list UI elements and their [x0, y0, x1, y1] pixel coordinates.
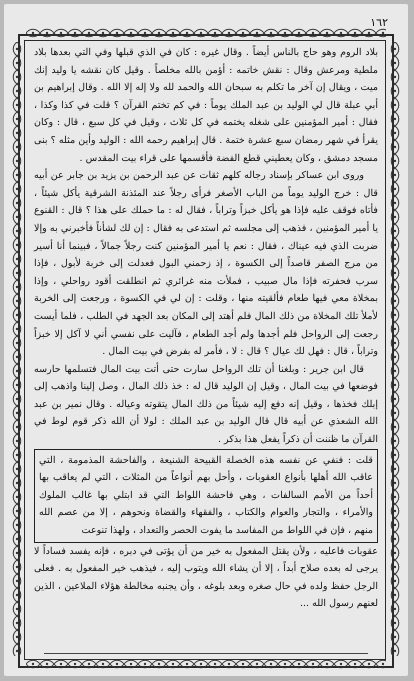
paragraph-2: وروى ابن عساكر بإسناد رجاله كلهم ثقات عن عبد الرحمن بن يزيد بن جابر عن أبيه قال : خرج الوليد يوماً من الباب الأصغر فرأى رجلاً عند المئذنة الشرقية يأكل شيئاً ، فأتاه فوقف عليه فإذا هو يأكل خبزاً وتراباً ، فقال له : ما حملك على هذا ؟ قال : القنوع يا أمير المؤمنين ، فذهب إلى مجلسه ثم استدعى به فقال : إن لك لشأناً فأخبرني به وإلا ضربت الذي فيه عيناك ، فقال : نعم يا أمير المؤمنين كنت رجلاً جمالاً ، فبينما أنا أسير من مرج الصفر قاصداً إلى الكسوة ، إذ زحمني البول فعدلت إلى خربة لأبول ، فإذا سرب فحفرته فإذا مال صبيب ، فملأت منه غرائري ثم انطلقت أقود رواحلي ، وإذا بمخلاة معي فيها طعام فألقيته منها ، وقلت : إن لي في الكسوة ، ورجعت إلى الخربة لأملأ تلك المخلاة من ذلك المال فلم أهتد إلى المكان بعد الجهد في الطلب ، فلما أيست رجعت إلى الرواحل فلم أجدها ولم أجد الطعام ، فآليت على نفسي أني لا آكل إلا خبزاً وتراباً ، قال : فهل لك عيال ؟ قال : لا ، فأمر له بفرض في بيت المال .: [34, 170, 378, 358]
paragraph-1: بلاد الروم وهو حاج بالناس أيضاً . وقال غيره : كان في الذي قبلها وفي التي بعدها بلاد ملطية ومرعش وقال : نقش خاتمه : أؤمن بالله مخلصاً . وقيل كان نقشه يا وليد إنك ميت ، ويقال إن آخر ما تكلم به سبحان الله والحمد لله ولا إله إلا الله . وقال إبراهيم بن أبي عبلة قال لي الوليد بن عبد الملك يوماً : في كم تختم القرآن ؟ قلت في كذا وكذا ، فقال : أمير المؤمنين على شغله يختمه في كل ثلاث ، وقيل في كل سبع ، قال : وكان يقرأ في شهر رمضان سبع عشرة ختمة . قال إبراهيم رحمه الله : الوليد وأين مثله ؟ بنى مسجد دمشق ، وكان يعطيني قطع الفضة فأقسمها على قراء بيت المقدس .: [34, 47, 378, 164]
paragraph-3: قال ابن جرير : وبلغنا أن تلك الرواحل سارت حتى أتت بيت المال فتسلمها حارسه فوضعها في بيت المال ، وقيل إن الوليد قال له : خذ ذلك المال ، وصل إلينا واذهب إلى إبلك فخذها ، وقيل إنه دفع إليه شيئاً من ذلك المال يتقوته وعياله . وقال نمير بن عبد الله الشعذي عن أبيه قال قال الوليد بن عبد الملك : لولا أن الله ذكر قوم لوط في القرآن ما ظننت أن ذكراً يفعل هذا بذكر .: [34, 363, 378, 446]
book-page: [4, 4, 408, 676]
vine-border-left: [11, 42, 23, 656]
page-number: ١٦٢: [370, 15, 388, 29]
vine-border-top: [26, 28, 386, 38]
page-footer-rule: [44, 653, 368, 664]
vine-border-right: [389, 42, 401, 656]
boxed-note: قلت : فنفي عن نفسه هذه الخصلة القبيحة الشنيعة ، والفاحشة المذمومة ، التي عاقب الله أهلها بأنواع العقوبات ، وأحل بهم أنواعاً من المثلات ، التي لم يعاقب بها أحداً من الأمم السالفات ، وهي فاحشة اللواط التي قد ابتلي بها غالب الملوك والأمراء ، والتجار والعوام والكتاب ، والفقهاء والقضاة ونحوهم ، إلا من عصم الله منهم ، فإن في اللواط من المفاسد ما يفوت الحصر والتعداد ، ولهذا تنوعت: [34, 449, 378, 543]
closing-paragraph: عقوبات فاعليه ، ولأن يقتل المفعول به خير من أن يؤتى في دبره ، فإنه يفسد فساداً لا يرجى له بعده صلاح أبداً ، إلا أن يشاء الله ويتوب إليه ، فيذهب خير المفعول به . فعلى الرجل حفظ ولده في حال صغره وبعد بلوغه ، وأن يجنبه مخالطة هؤلاء الملاعين ، الذين لعنهم رسول الله ...: [34, 545, 378, 610]
page-body: [34, 44, 378, 613]
